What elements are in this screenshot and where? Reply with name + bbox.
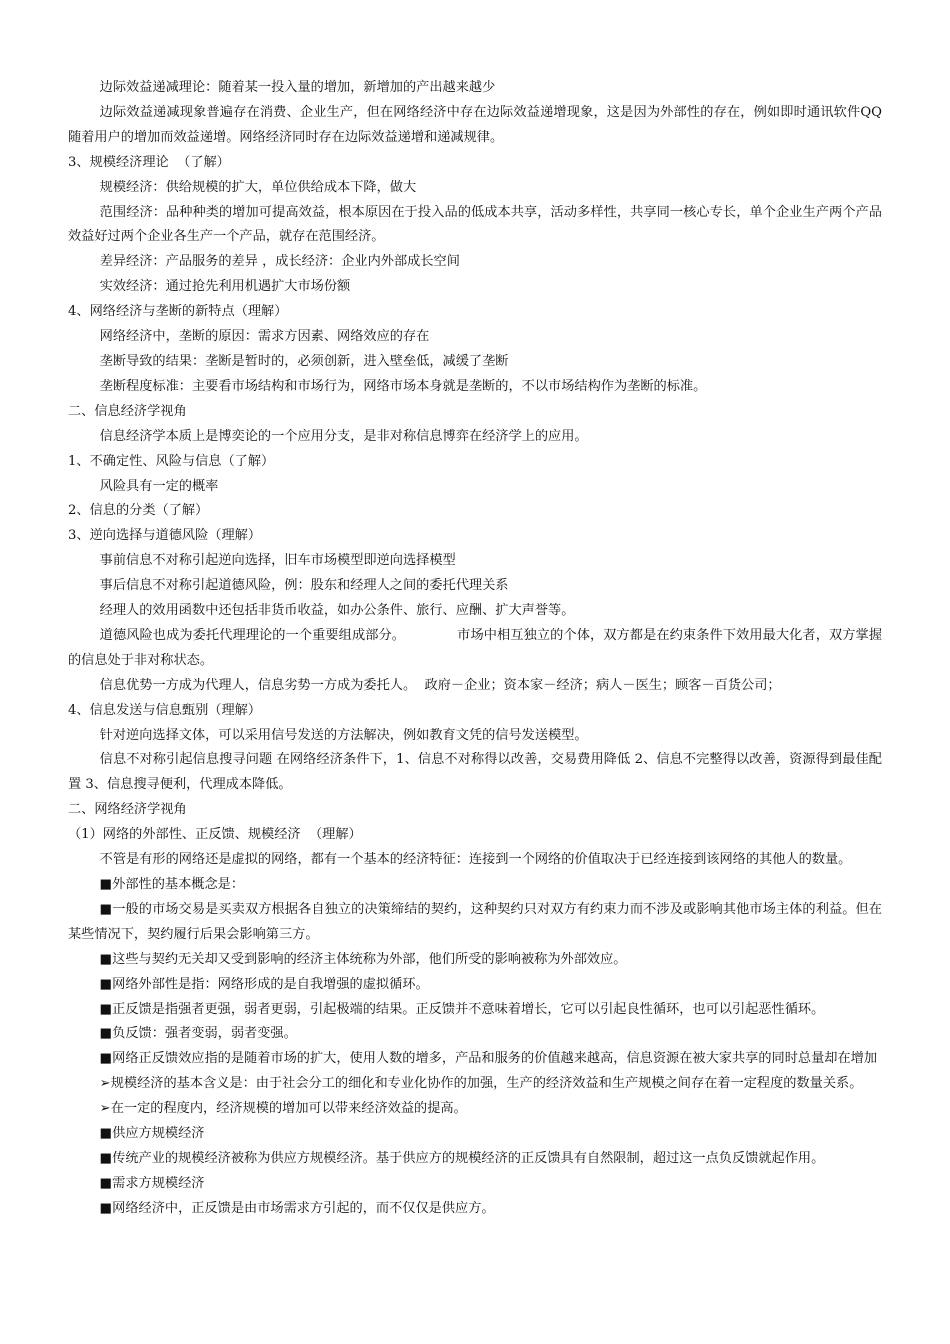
body-paragraph xyxy=(68,998,882,1023)
body-paragraph xyxy=(68,1047,882,1072)
body-paragraph xyxy=(68,1022,882,1047)
paragraph-text: 信息不对称引起信息搜寻问题 在网络经济条件下，1、信息不对称得以改善，交易费用降低 2、信息不完整得以改善，资源得到最佳配置 3、信息搜寻便利，代理成本降低。 xyxy=(68,752,882,793)
body-paragraph xyxy=(68,674,882,699)
paragraph-text: ➢规模经济的基本含义是：由于社会分工的细化和专业化协作的加强，生产的经济效益和生产规模之间存在着一定程度的数量关系。 xyxy=(99,1076,863,1092)
paragraph-text: 网络经济中，垄断的原因：需求方因素、网络效应的存在 xyxy=(99,329,430,345)
paragraph-text: 经理人的效用函数中还包括非货币收益，如办公条件、旅行、应酬、扩大声誉等。 xyxy=(99,603,575,619)
paragraph-text: 针对逆向选择文体，可以采用信号发送的方法解决，例如教育文凭的信号发送模型。 xyxy=(99,727,588,743)
paragraph-text: 2、信息的分类（了解） xyxy=(68,503,209,519)
body-paragraph xyxy=(68,599,882,624)
body-paragraph xyxy=(68,325,882,350)
paragraph-text: 二、信息经济学视角 xyxy=(68,403,187,419)
body-paragraph xyxy=(68,250,882,275)
body-paragraph xyxy=(68,574,882,599)
body-paragraph xyxy=(68,724,882,749)
paragraph-text: 道德风险也成为委托代理理论的一个重要组成部分。 xyxy=(99,627,406,643)
section-heading xyxy=(68,699,882,724)
paragraph-text: 1、不确定性、风险与信息（了解） xyxy=(68,453,275,469)
section-heading xyxy=(68,823,882,848)
paragraph-text: 实效经济：通过抢先利用机遇扩大市场份额 xyxy=(99,279,351,295)
paragraph-text: 规模经济：供给规模的扩大，单位供给成本下降，做大 xyxy=(99,179,417,195)
body-paragraph xyxy=(68,1197,882,1222)
body-paragraph xyxy=(68,76,882,101)
paragraph-text: 3、规模经济理论 （了解） xyxy=(68,154,230,170)
paragraph-text: 风险具有一定的概率 xyxy=(99,478,219,494)
document-body xyxy=(68,76,882,1222)
paragraph-text: ■这些与契约无关却又受到影响的经济主体统称为外部，他们所受的影响被称为外部效应。 xyxy=(99,951,627,967)
body-paragraph xyxy=(68,375,882,400)
paragraph-text: 信息优势一方成为代理人，信息劣势一方成为委托人。 政府－企业；资本家－经济；病人－医生；顾客－百货公司； xyxy=(99,677,781,693)
section-heading xyxy=(68,450,882,475)
paragraph-text: 不管是有形的网络还是虚拟的网络，都有一个基本的经济特征：连接到一个网络的价值取决于已经连接到该网络的其他人的数量。 xyxy=(99,852,852,868)
paragraph-text: 3、逆向选择与道德风险（理解） xyxy=(68,528,262,544)
body-paragraph xyxy=(68,201,882,251)
body-paragraph xyxy=(68,1172,882,1197)
paragraph-text: （1）网络的外部性、正反馈、规模经济 （理解） xyxy=(68,827,362,843)
paragraph-text: ■负反馈：强者变弱，弱者变强。 xyxy=(99,1026,297,1042)
paragraph-text: ■一般的市场交易是买卖双方根据各自独立的决策缔结的契约，这种契约只对双方有约束力而不涉及或影响其他市场主体的利益。但在某些情况下，契约履行后果会影响第三方。 xyxy=(68,901,882,942)
paragraph-text: ■需求方规模经济 xyxy=(99,1175,205,1191)
paragraph-text: ■外部性的基本概念是： xyxy=(99,877,245,892)
paragraph-text: ■供应方规模经济 xyxy=(99,1126,205,1142)
body-paragraph xyxy=(68,275,882,300)
body-paragraph xyxy=(68,425,882,450)
paragraph-text: 垄断程度标准：主要看市场结构和市场行为，网络市场本身就是垄断的，不以市场结构作为垄断的标准。 xyxy=(99,378,707,394)
paragraph-text: 二、网络经济学视角 xyxy=(68,802,187,818)
section-heading xyxy=(68,524,882,549)
paragraph-text: ■传统产业的规模经济被称为供应方规模经济。基于供应方的规模经济的正反馈具有自然限制，超过这一点负反馈就起作用。 xyxy=(99,1150,825,1166)
body-paragraph xyxy=(68,1147,882,1172)
section-heading xyxy=(68,300,882,325)
paragraph-text: 范围经济：品种种类的增加可提高效益，根本原因在于投入品的低成本共享，活动多样性，共享同一核心专长，单个企业生产两个产品效益好过两个企业各生产一个产品，就存在范围经济。 xyxy=(68,204,882,245)
paragraph-text: 事后信息不对称引起道德风险，例：股东和经理人之间的委托代理关系 xyxy=(99,578,509,594)
body-paragraph xyxy=(68,748,882,798)
body-paragraph xyxy=(68,898,882,948)
paragraph-text: 4、信息发送与信息甄别（理解） xyxy=(68,702,262,718)
section-heading xyxy=(68,798,882,823)
section-heading xyxy=(68,400,882,425)
body-paragraph xyxy=(68,948,882,973)
paragraph-text: 差异经济：产品服务的差异 ，成长经济：企业内外部成长空间 xyxy=(99,254,460,270)
paragraph-text: 事前信息不对称引起逆向选择，旧车市场模型即逆向选择模型 xyxy=(99,553,456,569)
paragraph-text: ■网络经济中，正反馈是由市场需求方引起的，而不仅仅是供应方。 xyxy=(99,1200,495,1216)
body-paragraph xyxy=(68,350,882,375)
paragraph-text: ■网络外部性是指：网络形成的是自我增强的虚拟循环。 xyxy=(99,976,429,992)
paragraph-text: ➢在一定的程度内，经济规模的增加可以带来经济效益的提高。 xyxy=(99,1101,467,1117)
section-heading xyxy=(68,499,882,524)
body-paragraph xyxy=(68,1072,882,1097)
body-paragraph xyxy=(68,1097,882,1122)
body-paragraph xyxy=(68,101,882,151)
body-paragraph xyxy=(68,848,882,873)
paragraph-text: 信息经济学本质上是博奕论的一个应用分支，是非对称信息博弈在经济学上的应用。 xyxy=(99,428,588,444)
body-paragraph xyxy=(68,549,882,574)
body-paragraph xyxy=(68,873,882,898)
paragraph-text: 垄断导致的结果：垄断是暂时的，必须创新，进入壁垒低，减缓了垄断 xyxy=(99,353,509,369)
body-paragraph xyxy=(68,176,882,201)
paragraph-text: 边际效益递减理论：随着某一投入量的增加，新增加的产出越来越少 xyxy=(99,80,496,95)
body-paragraph xyxy=(68,475,882,500)
body-paragraph xyxy=(68,624,882,674)
paragraph-continuation: 市场中相互独立的个体，双方都是在约束条件下效用最大化者，双方掌握的信息处于非对称状态。 xyxy=(68,627,883,668)
body-paragraph xyxy=(68,973,882,998)
paragraph-text: ■正反馈是指强者更强，弱者更弱，引起极端的结果。正反馈并不意味着增长，它可以引起良性循环，也可以引起恶性循环。 xyxy=(99,1001,825,1017)
paragraph-text: 边际效益递减现象普遍存在消费、企业生产，但在网络经济中存在边际效益递增现象，这是因为外部性的存在，例如即时通讯软件QQ随着用户的增加而效益递增。网络经济同时存在边际效益递增和递减规律。 xyxy=(68,104,882,145)
section-heading xyxy=(68,151,882,176)
body-paragraph xyxy=(68,1122,882,1147)
paragraph-text: ■网络正反馈效应指的是随着市场的扩大，使用人数的增多，产品和服务的价值越来越高，信息资源在被大家共享的同时总量却在增加 xyxy=(99,1051,878,1067)
paragraph-text: 4、网络经济与垄断的新特点（理解） xyxy=(68,304,288,320)
